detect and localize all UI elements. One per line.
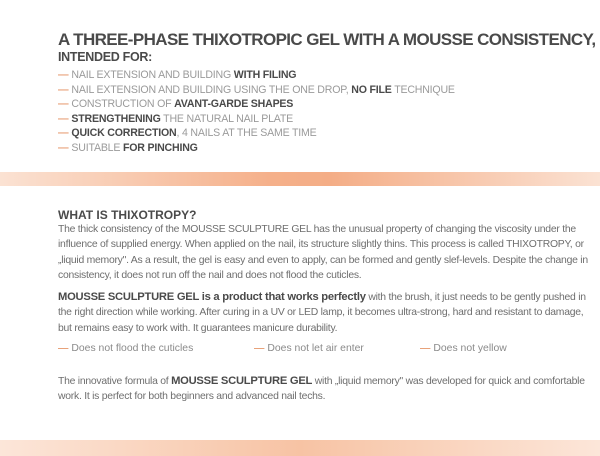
dash-icon: — <box>58 112 69 125</box>
product-highlight: MOUSSE SCULPTURE GEL is a product that works perfectly <box>58 291 366 303</box>
decorative-band-top <box>0 172 600 186</box>
feature-item: — NAIL EXTENSION AND BUILDING WITH FILING <box>58 69 297 81</box>
feature-item: — NAIL EXTENSION AND BUILDING USING THE ONE DROP, NO FILE TECHNIQUE <box>58 83 455 96</box>
dash-icon: — <box>58 83 69 96</box>
dash-icon: — <box>58 141 69 154</box>
decorative-band-bottom <box>0 440 600 456</box>
feature-item: — SUITABLE FOR PINCHING <box>58 141 198 154</box>
dash-icon: — <box>420 343 431 354</box>
property-item: — Does not let air enter <box>254 343 364 354</box>
feature-item: — STRENGTHENING THE NATURAL NAIL PLATE <box>58 112 293 125</box>
dash-icon: — <box>58 98 69 111</box>
main-title: A THREE-PHASE THIXOTROPIC GEL WITH A MOUSSE CONSISTENCY, <box>58 30 596 49</box>
property-item: — Does not flood the cuticles <box>58 343 194 354</box>
thixotropy-paragraph: The thick consistency of the MOUSSE SCULPTURE GEL has the unusual property of changing the viscosity under the influence of supplied energy. When applied on the nail, its structure slightly thins. This process is called THIXOTROPY, or „liquid memory". As a result, the gel is easy and even to apply, can be formed and gently slef-levels. Despite the change in consistency, it does not run off the nail and does not flood the cuticles. <box>58 224 588 282</box>
feature-list <box>58 68 455 156</box>
property-item: — Does not yellow <box>420 343 507 354</box>
subtitle: INTENDED FOR: <box>58 50 153 64</box>
dash-icon: — <box>58 343 69 354</box>
dash-icon: — <box>58 127 69 140</box>
dash-icon: — <box>58 69 69 81</box>
product-name: MOUSSE SCULPTURE GEL <box>171 375 313 387</box>
section-heading: WHAT IS THIXOTROPY? <box>58 208 197 222</box>
feature-item: — CONSTRUCTION OF AVANT-GARDE SHAPES <box>58 98 294 111</box>
dash-icon: — <box>254 343 265 354</box>
product-paragraph: MOUSSE SCULPTURE GEL is a product that works perfectly with the brush, it just needs to be gently pushed in the right direction while working. After curing in a UV or LED lamp, it becomes ultra-strong, hard and resistant to damage, but remains easy to work with. It guarantees manicure durability. <box>58 291 586 334</box>
feature-item: — QUICK CORRECTION, 4 NAILS AT THE SAME TIME <box>58 127 317 140</box>
properties-row <box>58 343 588 359</box>
formula-paragraph: The innovative formula of MOUSSE SCULPTURE GEL with „liquid memory" was developed for quick and comfortable work. It is perfect for both beginners and advanced nail techs. <box>58 375 585 403</box>
